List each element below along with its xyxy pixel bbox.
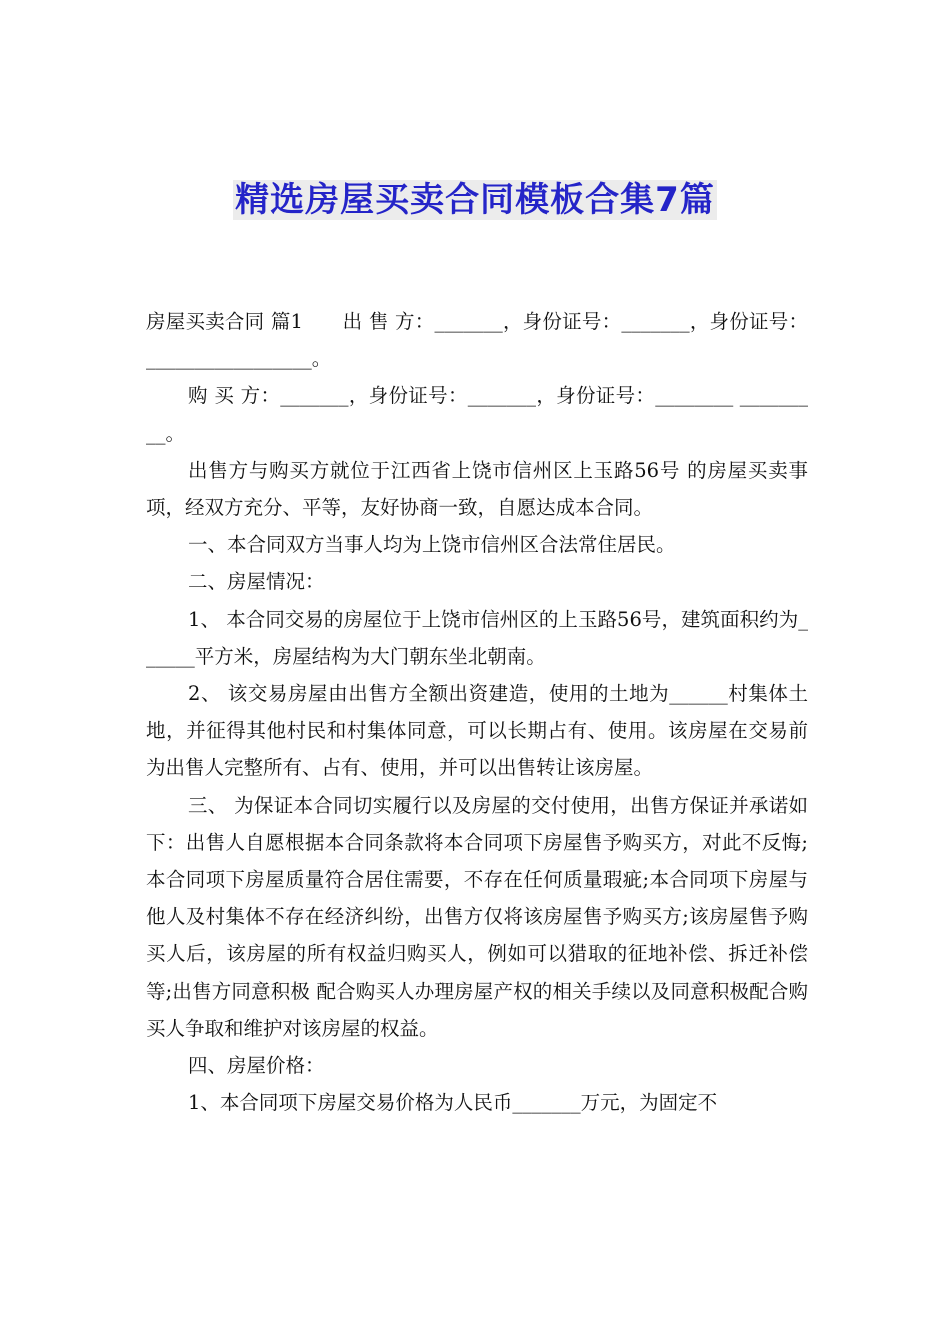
paragraph-clause-1: 一、本合同双方当事人均为上饶市信州区合法常住居民。	[188, 533, 676, 557]
document-title	[0, 176, 950, 224]
paragraph-clause-4-1: 1、本合同项下房屋交易价格为人民币_______万元，为固定不	[188, 1091, 718, 1115]
paragraph-clause-3: 三、 为保证本合同切实履行以及房屋的交付使用，出售方保证并承诺如下：出售人自愿根据本合同条款将本合同项下房屋售予购买方，对此不反悔;本合同项下房屋质量符合居住需要，不存在任何质量瑕疵;本合同项下房屋与他人及村集体不存在经济纠纷，出售方仅将该房屋售予购买方;该房屋售予购买人后，该房屋的所有权益归购买人，例如可以猎取的征地补偿、拆迁补偿等;出售方同意积极 配合购买人办理房屋产权的相关手续以及同意积极配合购买人争取和维护对该房屋的权益。	[146, 793, 808, 1040]
paragraph-clause-4-heading: 四、房屋价格：	[188, 1054, 325, 1078]
paragraph-seller: 房屋买卖合同 篇1 出 售 方：_______，身份证号：_______，身份证号：_________________。	[146, 310, 808, 371]
title-text: 精选房屋买卖合同模板合集7篇	[235, 180, 715, 220]
paragraph-buyer: 购 买 方：_______，身份证号：_______，身份证号：________ _________。	[146, 384, 808, 445]
paragraph-clause-2-2: 2、 该交易房屋由出售方全额出资建造，使用的土地为______村集体土地，并征得其他村民和村集体同意，可以长期占有、使用。该房屋在交易前为出售人完整所有、占有、使用，并可以出售转让该房屋。	[146, 682, 808, 780]
paragraph-preamble: 出售方与购买方就位于江西省上饶市信州区上玉路56号 的房屋买卖事项，经双方充分、平等，友好协商一致，自愿达成本合同。	[146, 458, 808, 520]
paragraph-clause-2-1: 1、 本合同交易的房屋位于上饶市信州区的上玉路56号，建筑面积约为______平方米，房屋结构为大门朝东坐北朝南。	[146, 607, 808, 668]
paragraph-clause-2-heading: 二、房屋情况：	[188, 570, 325, 594]
document-body	[146, 303, 808, 1121]
